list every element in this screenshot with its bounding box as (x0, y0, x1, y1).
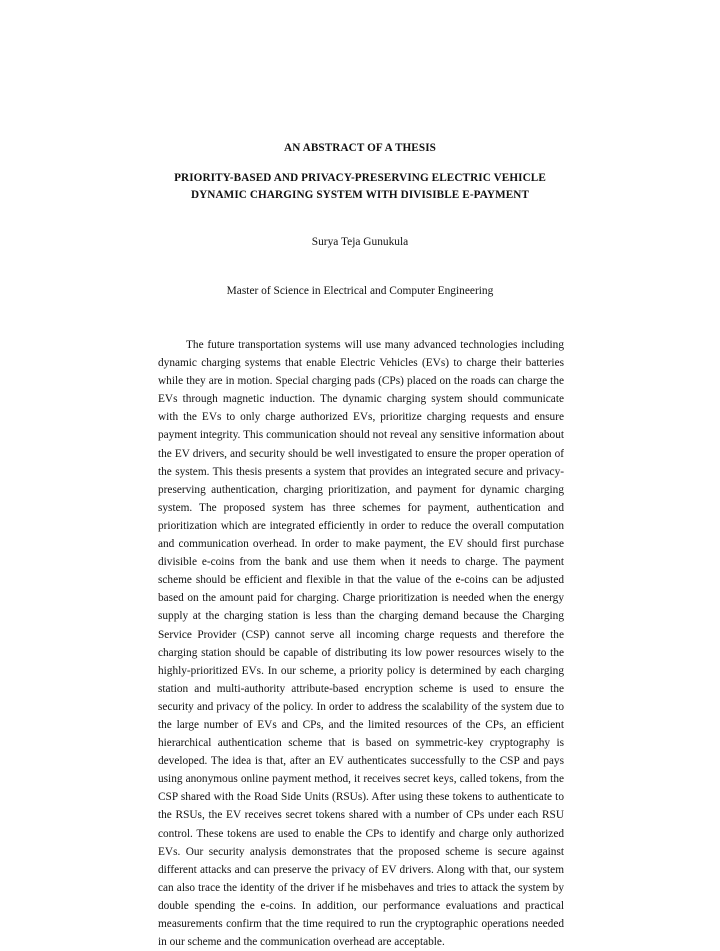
degree-program: Master of Science in Electrical and Computer Engineering (226, 285, 494, 297)
thesis-title-line-2: DYNAMIC CHARGING SYSTEM WITH DIVISIBLE E-PAYMENT (190, 189, 530, 201)
thesis-title (0, 170, 720, 204)
abstract-heading: AN ABSTRACT OF A THESIS (284, 142, 436, 154)
abstract-body: The future transportation systems will use many advanced technologies including dynamic charging systems that enable Electric Vehicles (EVs) to charge their batteries while they are in motion. Special charging pads (CPs) placed on the roads can charge the EVs through magnetic induction. The dynamic charging system should communicate with the EVs to only charge authorized EVs, prioritize charging requests and ensure payment integrity. This communication should not reveal any sensitive information about the EV drivers, and security should be well investigated to ensure the proper operation of the system. This thesis presents a system that provides an integrated secure and privacy-preserving authentication, charging prioritization, and payment for dynamic charging system. The proposed system has three schemes for payment, authentication and prioritization which are integrated efficiently in order to reduce the overall computation and communication overhead. In order to make payment, the EV should first purchase divisible e-coins from the bank and use them when it needs to charge. The payment scheme should be efficient and flexible in that the value of the e-coins can be adjusted based on the amount paid for charging. Charge prioritization is needed when the energy supply at the charging station is less than the charging demand because the Charging Service Provider (CSP) cannot serve all incoming charge requests and therefore the charging station should be capable of distributing its low power resources wisely to the highly-prioritized EVs. In our scheme, a priority policy is determined by each charging station and multi-authority attribute-based encryption scheme is used to ensure the security and privacy of the policy. In order to address the scalability of the system due to the large number of EVs and CPs, and the limited resources of the CPs, an efficient hierarchical authentication scheme that is based on symmetric-key cryptography is developed. The idea is that, after an EV authenticates successfully to the CSP and pays using anonymous online payment method, it receives secret keys, called tokens, from the CSP shared with the Road Side Units (RSUs). After using these tokens to authenticate to the RSUs, the EV receives secret tokens shared with a number of CPs under each RSU control. These tokens are used to enable the CPs to identify and charge only authorized EVs. Our security analysis demonstrates that the proposed scheme is secure against different attacks and can preserve the privacy of EV drivers. Along with that, our system can also trace the identity of the driver if he misbehaves and tries to attack the system by double spending the e-coins. In addition, our performance evaluations and practical measurements confirm that the time required to run the cryptographic operations needed in our scheme and the communication overhead are acceptable. (158, 339, 564, 949)
thesis-title-line-1: PRIORITY-BASED AND PRIVACY-PRESERVING ELECTRIC VEHICLE (174, 172, 546, 184)
author-name: Surya Teja Gunukula (311, 236, 409, 248)
